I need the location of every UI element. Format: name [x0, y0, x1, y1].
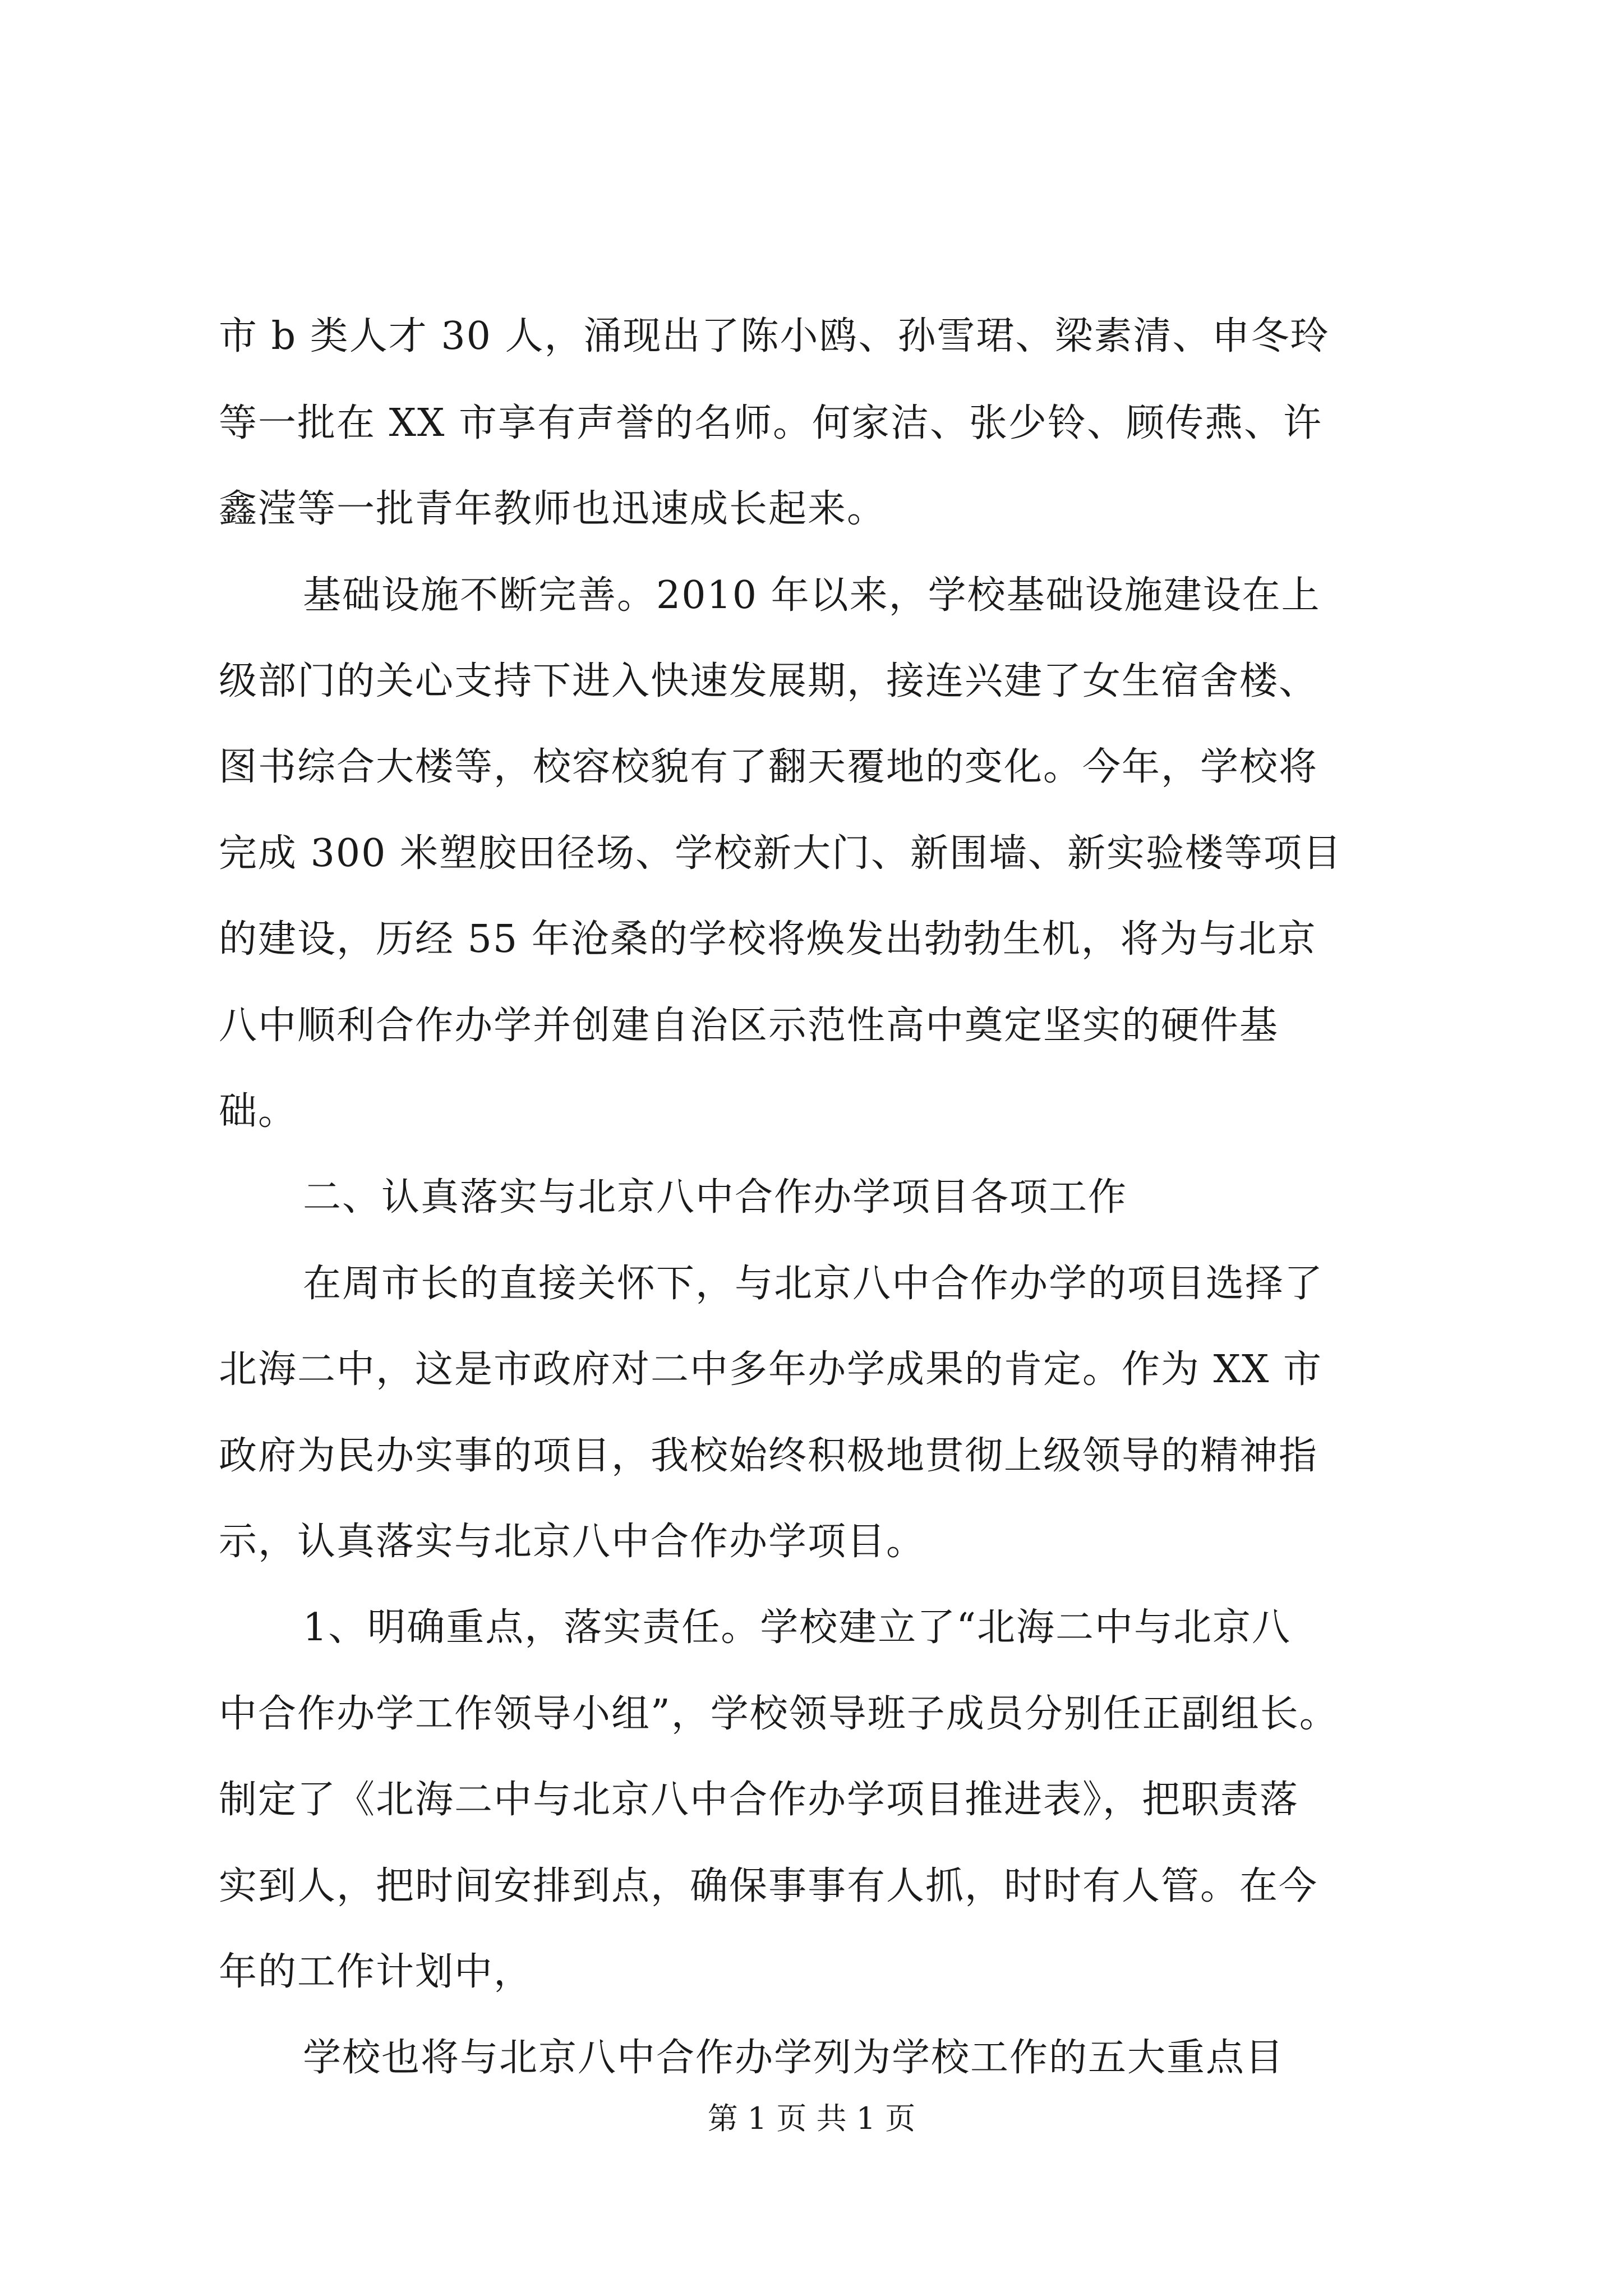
text-line: 八中顺利合作办学并创建自治区示范性高中奠定坚实的硬件基	[219, 1004, 1279, 1048]
paragraph-start-line: 在周市长的直接关怀下，与北京八中合作办学的项目选择了	[303, 1262, 1324, 1306]
text-line: 础。	[219, 1089, 298, 1134]
text-line: 完成 300 米塑胶田径场、学校新大门、新围墙、新实验楼等项目	[219, 831, 1343, 876]
text-line: 中合作办学工作领导小组”，学校领导班子成员分别任正副组长。	[219, 1692, 1339, 1736]
text-line: 市 b 类人才 30 人，涌现出了陈小鸥、孙雪珺、梁素清、申冬玲	[219, 314, 1330, 358]
text-line: 等一批在 XX 市享有声誉的名师。何家洁、张少铃、顾传燕、许	[219, 401, 1323, 445]
text-line: 政府为民办实事的项目，我校始终积极地贯彻上级领导的精神指	[219, 1434, 1318, 1478]
text-line: 北海二中，这是市政府对二中多年办学成果的肯定。作为 XX 市	[219, 1347, 1323, 1392]
text-line: 级部门的关心支持下进入快速发展期，接连兴建了女生宿舍楼、	[219, 659, 1318, 703]
page-number-footer: 第 1 页 共 1 页	[707, 2101, 916, 2136]
text-line: 的建设，历经 55 年沧桑的学校将焕发出勃勃生机，将为与北京	[219, 917, 1317, 961]
text-line: 年的工作计划中，	[219, 1950, 533, 1994]
paragraph-start-line: 学校也将与北京八中合作办学列为学校工作的五大重点目	[303, 2036, 1285, 2080]
paragraph-start-line: 基础设施不断完善。2010 年以来，学校基础设施建设在上	[303, 573, 1321, 618]
text-line: 鑫滢等一批青年教师也迅速成长起来。	[219, 487, 887, 531]
text-line: 制定了《北海二中与北京八中合作办学项目推进表》，把职责落	[219, 1778, 1299, 1822]
text-line: 实到人，把时间安排到点，确保事事有人抓，时时有人管。在今	[219, 1864, 1318, 1908]
text-line: 示，认真落实与北京八中合作办学项目。	[219, 1520, 926, 1564]
paragraph-start-line: 1、明确重点，落实责任。学校建立了“北海二中与北京八	[303, 1605, 1292, 1650]
section-heading: 二、认真落实与北京八中合作办学项目各项工作	[303, 1175, 1128, 1220]
text-line: 图书综合大楼等，校容校貌有了翻天覆地的变化。今年，学校将	[219, 745, 1318, 789]
